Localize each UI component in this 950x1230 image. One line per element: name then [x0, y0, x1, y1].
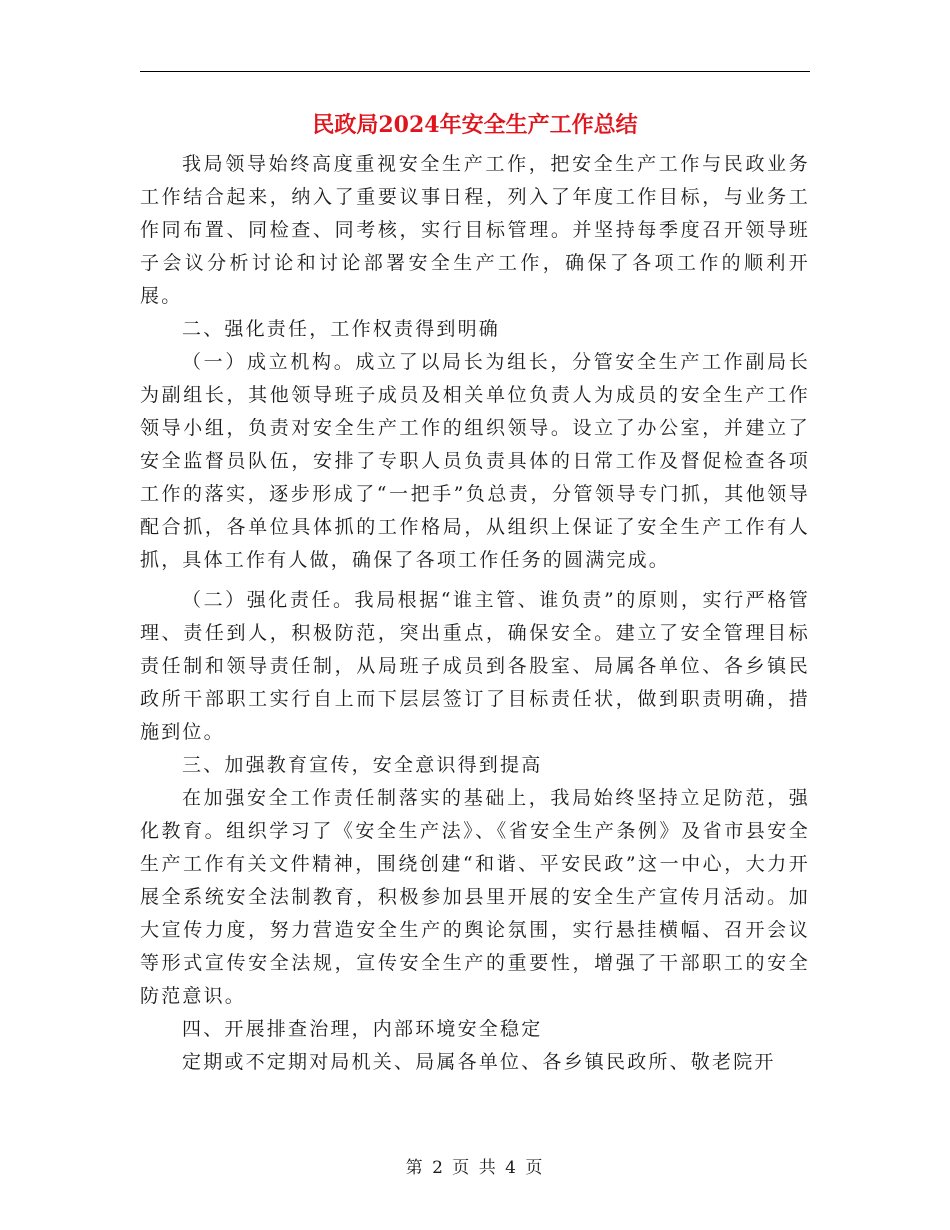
section-heading-2: 二、强化责任，工作权责得到明确 — [182, 318, 501, 340]
document-body — [140, 148, 810, 1079]
section-heading-4: 四、开展排查治理，内部环境安全稳定 — [182, 1018, 543, 1040]
document-title: 民政局2024年安全生产工作总结 — [312, 112, 638, 138]
page-number: 第 2 页 共 4 页 — [405, 1158, 545, 1178]
paragraph-strengthen-responsibility: （二）强化责任。我局根据“谁主管、谁负责”的原则，实行严格管理、责任到人，积极防范，突出重点，确保安全。建立了安全管理目标责任制和领导责任制，从局班子成员到各股室、局属各单位、各乡镇民政所干部职工实行自上而下层层签订了目标责任状，做到职责明确，措施到位。 — [140, 589, 810, 743]
paragraph-intro: 我局领导始终高度重视安全生产工作，把安全生产工作与民政业务工作结合起来，纳入了重要议事日程，列入了年度工作目标，与业务工作同布置、同检查、同考核，实行目标管理。并坚持每季度召开领导班子会议分析讨论和讨论部署安全生产工作，确保了各项工作的顺利开展。 — [140, 153, 810, 307]
paragraph-inspection: 定期或不定期对局机关、局属各单位、各乡镇民政所、敬老院开 — [182, 1051, 776, 1073]
section-heading-3: 三、加强教育宣传，安全意识得到提高 — [182, 754, 543, 776]
paragraph-establish-organization: （一）成立机构。成立了以局长为组长，分管安全生产工作副局长为副组长，其他领导班子成员及相关单位负责人为成员的安全生产工作领导小组，负责对安全生产工作的组织领导。设立了办公室，并建立了安全监督员队伍，安排了专职人员负责具体的日常工作及督促检查各项工作的落实，逐步形成了“一把手”负总责，分管领导专门抓，其他领导配合抓，各单位具体抓的工作格局，从组织上保证了安全生产工作有人抓，具体工作有人做，确保了各项工作任务的圆满完成。 — [140, 351, 810, 571]
paragraph-education-publicity: 在加强安全工作责任制落实的基础上，我局始终坚持立足防范，强化教育。组织学习了《安全生产法》、《省安全生产条例》及省市县安全生产工作有关文件精神，围绕创建“和谐、平安民政”这一中心，大力开展全系统安全法制教育，积极参加县里开展的安全生产宣传月活动。加大宣传力度，努力营造安全生产的舆论氛围，实行悬挂横幅、召开会议等形式宣传安全法规，宣传安全生产的重要性，增强了干部职工的安全防范意识。 — [140, 787, 810, 1007]
header-rule — [140, 71, 810, 72]
